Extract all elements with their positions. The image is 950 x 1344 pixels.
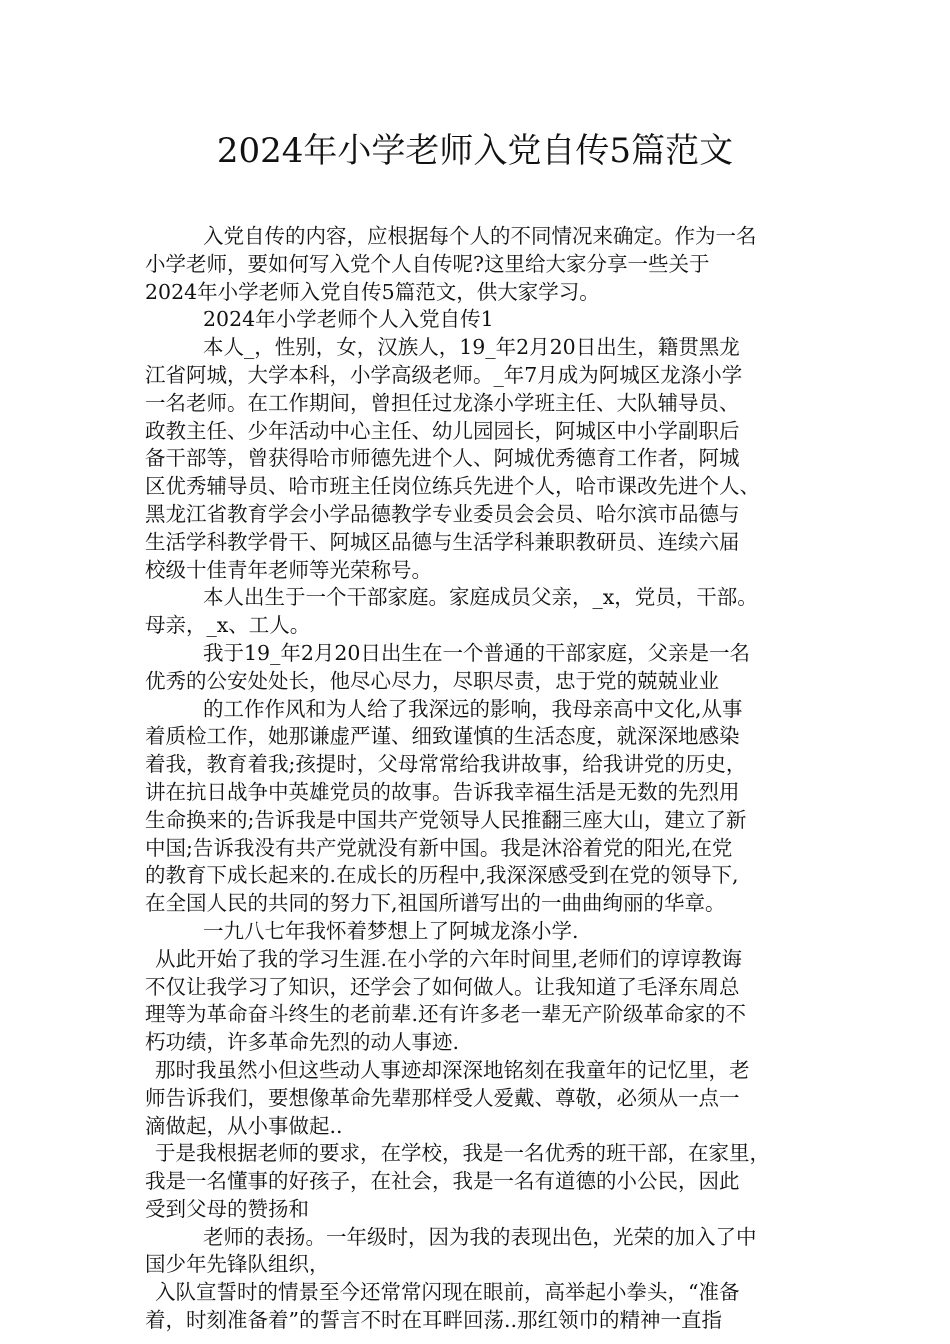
text-line: 在全国人民的共同的努力下,祖国所谱写出的一曲曲绚丽的华章。 (145, 891, 726, 916)
document-title: 2024年小学老师入党自传5篇范文 (216, 131, 734, 171)
text-line: 备干部等，曾获得哈市师德先进个人、阿城优秀德育工作者，阿城 (145, 446, 740, 471)
text-line: 国少年先锋队组织， (145, 1252, 330, 1277)
text-line: 的教育下成长起来的.在成长的历程中,我深深感受到在党的领导下, (145, 863, 739, 888)
text-line: 2024年小学老师个人入党自传1 (203, 307, 494, 332)
text-line: 我于19_年2月20日出生在一个普通的干部家庭，父亲是一名 (203, 640, 750, 665)
text-line: 讲在抗日战争中英雄党员的故事。告诉我幸福生活是无数的先烈用 (145, 779, 740, 804)
text-line: 政教主任、少年活动中心主任、幼儿园园长，阿城区中小学副职后 (145, 418, 740, 443)
text-line: 中国;告诉我没有共产党就没有新中国。我是沐浴着党的阳光,在党 (145, 835, 733, 860)
text-line: 母亲，_x、工人。 (145, 613, 311, 638)
text-line: 江省阿城，大学本科，小学高级老师。_年7月成为阿城区龙涤小学 (145, 362, 743, 387)
text-line: 生活学科教学骨干、阿城区品德与生活学科兼职教研员、连续六届 (145, 529, 740, 554)
text-line: 师告诉我们，要想像革命先辈那样受人爱戴、尊敬，必须从一点一 (145, 1085, 740, 1110)
text-line: 的工作作风和为人给了我深远的影响，我母亲高中文化,从事 (203, 696, 743, 721)
text-line: 生命换来的;告诉我是中国共产党领导人民推翻三座大山，建立了新 (145, 807, 747, 832)
text-line: 本人出生于一个干部家庭。家庭成员父亲，_x，党员，干部。 (203, 585, 758, 610)
text-line: 从此开始了我的学习生涯.在小学的六年时间里,老师们的谆谆教诲 (155, 946, 743, 971)
text-line: 受到父母的赞扬和 (145, 1196, 309, 1221)
text-line: 理等为革命奋斗终生的老前辈.还有许多老一辈无产阶级革命家的不 (145, 1002, 747, 1027)
text-line: 区优秀辅导员、哈市班主任岗位练兵先进个人，哈市课改先进个人、 (145, 474, 760, 499)
text-line: 着，时刻准备着”的誓言不时在耳畔回荡..那红领巾的精神一直指 (145, 1308, 723, 1333)
text-line: 本人_，性别，女，汉族人，19_年2月20日出生，籍贯黑龙 (203, 335, 740, 360)
text-line: 于是我根据老师的要求，在学校，我是一名优秀的班干部，在家里， (155, 1141, 770, 1166)
text-line: 那时我虽然小但这些动人事迹却深深地铭刻在我童年的记忆里，老 (155, 1057, 750, 1082)
text-line: 滴做起，从小事做起.. (145, 1113, 343, 1138)
text-line: 一名老师。在工作期间，曾担任过龙涤小学班主任、大队辅导员、 (145, 390, 740, 415)
text-line: 着我，教育着我;孩提时，父母常常给我讲故事，给我讲党的历史， (145, 752, 747, 777)
text-line: 一九八七年我怀着梦想上了阿城龙涤小学. (203, 918, 579, 943)
text-line: 2024年小学老师入党自传5篇范文，供大家学习。 (145, 279, 600, 304)
text-line: 我是一名懂事的好孩子，在社会，我是一名有道德的小公民，因此 (145, 1169, 740, 1194)
text-line: 老师的表扬。一年级时，因为我的表现出色，光荣的加入了中 (203, 1224, 757, 1249)
text-line: 入党自传的内容，应根据每个人的不同情况来确定。作为一名 (203, 224, 757, 248)
document-body (145, 223, 825, 1335)
text-line: 朽功绩，许多革命先烈的动人事迹. (145, 1030, 460, 1055)
text-line: 小学老师，要如何写入党个人自传呢?这里给大家分享一些关于 (145, 251, 710, 276)
text-line: 着质检工作，她那谦虚严谨、细致谨慎的生活态度，就深深地感染 (145, 724, 740, 749)
text-line: 不仅让我学习了知识，还学会了如何做人。让我知道了毛泽东周总 (145, 974, 740, 999)
text-line: 黑龙江省教育学会小学品德教学专业委员会会员、哈尔滨市品德与 (145, 501, 740, 526)
text-line: 入队宣誓时的情景至今还常常闪现在眼前，高举起小拳头，“准备 (155, 1280, 740, 1305)
text-line: 优秀的公安处处长，他尽心尽力，尽职尽责，忠于党的兢兢业业 (145, 668, 719, 693)
text-line: 校级十佳青年老师等光荣称号。 (145, 557, 432, 582)
